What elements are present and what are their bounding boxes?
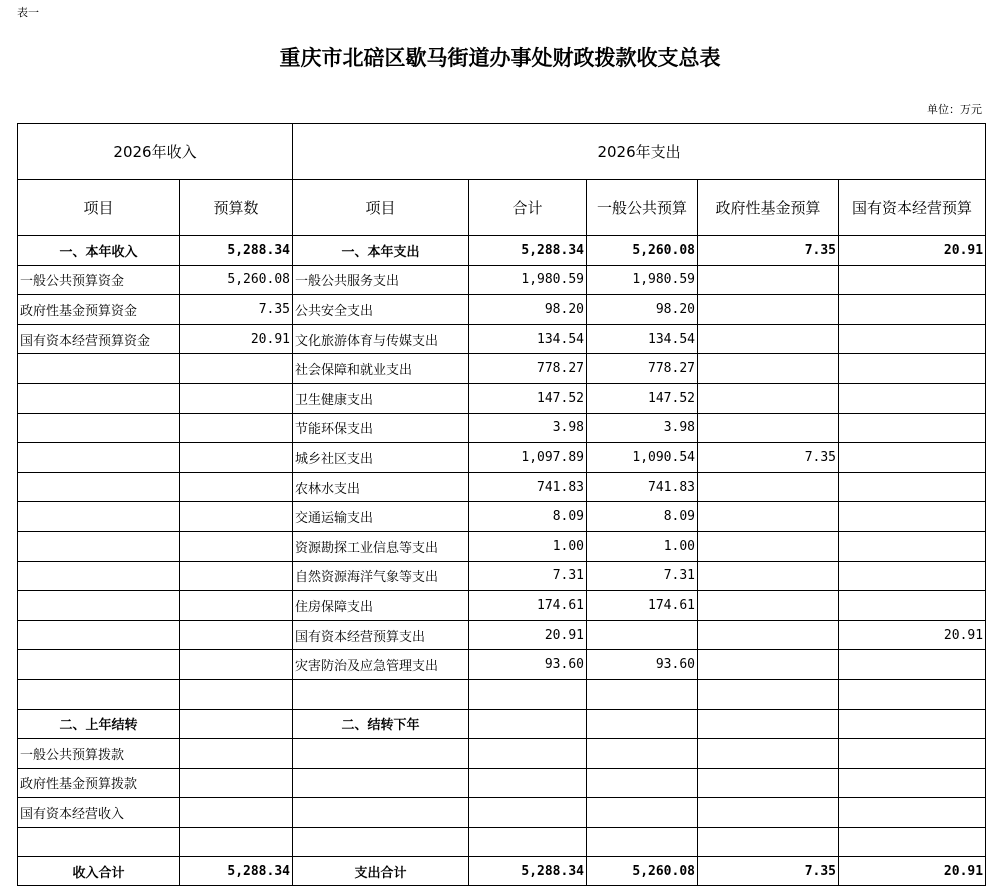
income-item-cell [18,650,180,680]
general-budget-cell [587,739,698,769]
general-budget-cell: 3.98 [587,413,698,443]
income-value-cell [180,502,293,532]
table-row [18,679,986,709]
expense-item-cell [293,827,469,857]
expense-item-cell: 住房保障支出 [293,591,469,621]
total-cell: 93.60 [469,650,587,680]
gov-fund-cell [698,768,839,798]
income-value-cell [180,739,293,769]
gov-fund-cell [698,502,839,532]
general-total-value: 5,260.08 [587,857,698,886]
income-item-cell [18,472,180,502]
general-budget-cell [587,679,698,709]
state-capital-cell [839,679,986,709]
expense-item-cell: 卫生健康支出 [293,383,469,413]
expense-item-cell: 一、本年支出 [293,236,469,266]
gov-fund-cell [698,354,839,384]
table-row [18,531,986,561]
income-item-cell [18,443,180,473]
state-capital-cell: 20.91 [839,236,986,266]
header-row-groups [18,124,986,180]
table-row [18,295,986,325]
general-budget-cell [587,768,698,798]
total-cell: 174.61 [469,591,587,621]
gov-fund-cell [698,561,839,591]
col-general: 一般公共预算 [587,180,698,236]
gov-fund-cell: 7.35 [698,236,839,266]
income-value-cell [180,472,293,502]
table-label: 表一 [17,6,39,19]
income-item-cell [18,531,180,561]
income-value-cell [180,620,293,650]
expense-item-cell: 交通运输支出 [293,502,469,532]
income-value-cell [180,591,293,621]
total-cell [469,709,587,739]
expense-item-cell [293,739,469,769]
totals-row [18,857,986,886]
total-cell: 1,097.89 [469,443,587,473]
gov-fund-cell [698,620,839,650]
state-capital-cell [839,502,986,532]
income-group-header: 2026年收入 [18,124,293,180]
income-value-cell [180,561,293,591]
state-capital-cell [839,413,986,443]
finance-summary-table [17,123,986,886]
state-capital-cell [839,650,986,680]
state-capital-cell: 20.91 [839,620,986,650]
table-row [18,383,986,413]
table-row [18,798,986,828]
total-cell [469,768,587,798]
state-capital-cell [839,798,986,828]
gov-fund-cell [698,827,839,857]
expense-item-cell: 二、结转下年 [293,709,469,739]
total-cell: 5,288.34 [469,236,587,266]
col-gov-fund: 政府性基金预算 [698,180,839,236]
income-value-cell: 5,288.34 [180,236,293,266]
state-capital-cell [839,709,986,739]
total-cell: 8.09 [469,502,587,532]
col-total: 合计 [469,180,587,236]
total-cell: 778.27 [469,354,587,384]
income-value-cell [180,650,293,680]
gov-fund-cell [698,679,839,709]
state-capital-cell [839,354,986,384]
col-expense-item: 项目 [293,180,469,236]
income-item-cell [18,561,180,591]
general-budget-cell: 1,090.54 [587,443,698,473]
gov-fund-total-value: 7.35 [698,857,839,886]
income-value-cell [180,354,293,384]
income-item-cell [18,827,180,857]
table-row [18,354,986,384]
gov-fund-cell [698,798,839,828]
total-cell: 147.52 [469,383,587,413]
income-value-cell [180,413,293,443]
expense-item-cell: 节能环保支出 [293,413,469,443]
income-value-cell [180,768,293,798]
income-total-label: 收入合计 [18,857,180,886]
income-value-cell [180,827,293,857]
income-item-cell: 二、上年结转 [18,709,180,739]
expense-item-cell: 国有资本经营预算支出 [293,620,469,650]
expense-group-header: 2026年支出 [293,124,986,180]
table-row [18,472,986,502]
header-row-columns [18,180,986,236]
expense-item-cell: 自然资源海洋气象等支出 [293,561,469,591]
table-row [18,591,986,621]
gov-fund-cell [698,265,839,295]
income-total-value: 5,288.34 [180,857,293,886]
total-cell [469,739,587,769]
table-row [18,561,986,591]
expense-item-cell: 公共安全支出 [293,295,469,325]
total-cell [469,679,587,709]
unit-label: 单位：万元 [927,103,982,116]
state-capital-total-value: 20.91 [839,857,986,886]
income-value-cell: 20.91 [180,324,293,354]
total-cell: 134.54 [469,324,587,354]
table-row [18,443,986,473]
general-budget-cell: 1.00 [587,531,698,561]
table-row [18,413,986,443]
table-row [18,502,986,532]
gov-fund-cell [698,295,839,325]
income-item-cell [18,413,180,443]
table-row [18,768,986,798]
total-cell: 98.20 [469,295,587,325]
state-capital-cell [839,443,986,473]
expense-total-label: 支出合计 [293,857,469,886]
gov-fund-cell [698,531,839,561]
expense-item-cell [293,798,469,828]
state-capital-cell [839,295,986,325]
expense-item-cell: 社会保障和就业支出 [293,354,469,384]
general-budget-cell: 98.20 [587,295,698,325]
general-budget-cell: 5,260.08 [587,236,698,266]
income-value-cell [180,443,293,473]
general-budget-cell [587,798,698,828]
expense-item-cell: 一般公共服务支出 [293,265,469,295]
general-budget-cell: 93.60 [587,650,698,680]
table-row [18,709,986,739]
table-row [18,650,986,680]
income-item-cell [18,591,180,621]
general-budget-cell [587,827,698,857]
state-capital-cell [839,383,986,413]
general-budget-cell: 778.27 [587,354,698,384]
income-item-cell [18,502,180,532]
general-budget-cell: 134.54 [587,324,698,354]
state-capital-cell [839,561,986,591]
state-capital-cell [839,265,986,295]
general-budget-cell: 8.09 [587,502,698,532]
expense-item-cell [293,768,469,798]
state-capital-cell [839,739,986,769]
expense-item-cell: 灾害防治及应急管理支出 [293,650,469,680]
income-item-cell [18,383,180,413]
table-row [18,236,986,266]
state-capital-cell [839,768,986,798]
income-item-cell: 一、本年收入 [18,236,180,266]
income-value-cell [180,531,293,561]
col-state-capital: 国有资本经营预算 [839,180,986,236]
state-capital-cell [839,531,986,561]
total-cell: 7.31 [469,561,587,591]
expense-total-value: 5,288.34 [469,857,587,886]
col-income-budget: 预算数 [180,180,293,236]
total-cell: 741.83 [469,472,587,502]
expense-item-cell: 农林水支出 [293,472,469,502]
income-value-cell [180,383,293,413]
income-item-cell [18,620,180,650]
gov-fund-cell [698,591,839,621]
income-item-cell [18,679,180,709]
income-item-cell: 国有资本经营收入 [18,798,180,828]
income-value-cell: 7.35 [180,295,293,325]
gov-fund-cell [698,324,839,354]
income-item-cell: 一般公共预算资金 [18,265,180,295]
income-value-cell [180,709,293,739]
total-cell: 3.98 [469,413,587,443]
income-item-cell: 一般公共预算拨款 [18,739,180,769]
income-value-cell: 5,260.08 [180,265,293,295]
table-row [18,265,986,295]
gov-fund-cell: 7.35 [698,443,839,473]
table-row [18,620,986,650]
table-row [18,827,986,857]
general-budget-cell [587,709,698,739]
gov-fund-cell [698,709,839,739]
gov-fund-cell [698,472,839,502]
state-capital-cell [839,591,986,621]
state-capital-cell [839,324,986,354]
income-item-cell: 政府性基金预算拨款 [18,768,180,798]
general-budget-cell: 1,980.59 [587,265,698,295]
total-cell: 1.00 [469,531,587,561]
gov-fund-cell [698,413,839,443]
expense-item-cell: 城乡社区支出 [293,443,469,473]
total-cell: 1,980.59 [469,265,587,295]
expense-item-cell: 资源勘探工业信息等支出 [293,531,469,561]
total-cell [469,798,587,828]
general-budget-cell: 174.61 [587,591,698,621]
income-value-cell [180,679,293,709]
general-budget-cell [587,620,698,650]
table-row [18,739,986,769]
income-item-cell: 政府性基金预算资金 [18,295,180,325]
general-budget-cell: 741.83 [587,472,698,502]
income-item-cell: 国有资本经营预算资金 [18,324,180,354]
state-capital-cell [839,472,986,502]
total-cell [469,827,587,857]
table-row [18,324,986,354]
gov-fund-cell [698,739,839,769]
general-budget-cell: 7.31 [587,561,698,591]
col-income-item: 项目 [18,180,180,236]
expense-item-cell [293,679,469,709]
gov-fund-cell [698,650,839,680]
income-item-cell [18,354,180,384]
income-value-cell [180,798,293,828]
gov-fund-cell [698,383,839,413]
state-capital-cell [839,827,986,857]
page-title: 重庆市北碚区歇马街道办事处财政拨款收支总表 [279,45,721,70]
expense-item-cell: 文化旅游体育与传媒支出 [293,324,469,354]
total-cell: 20.91 [469,620,587,650]
general-budget-cell: 147.52 [587,383,698,413]
